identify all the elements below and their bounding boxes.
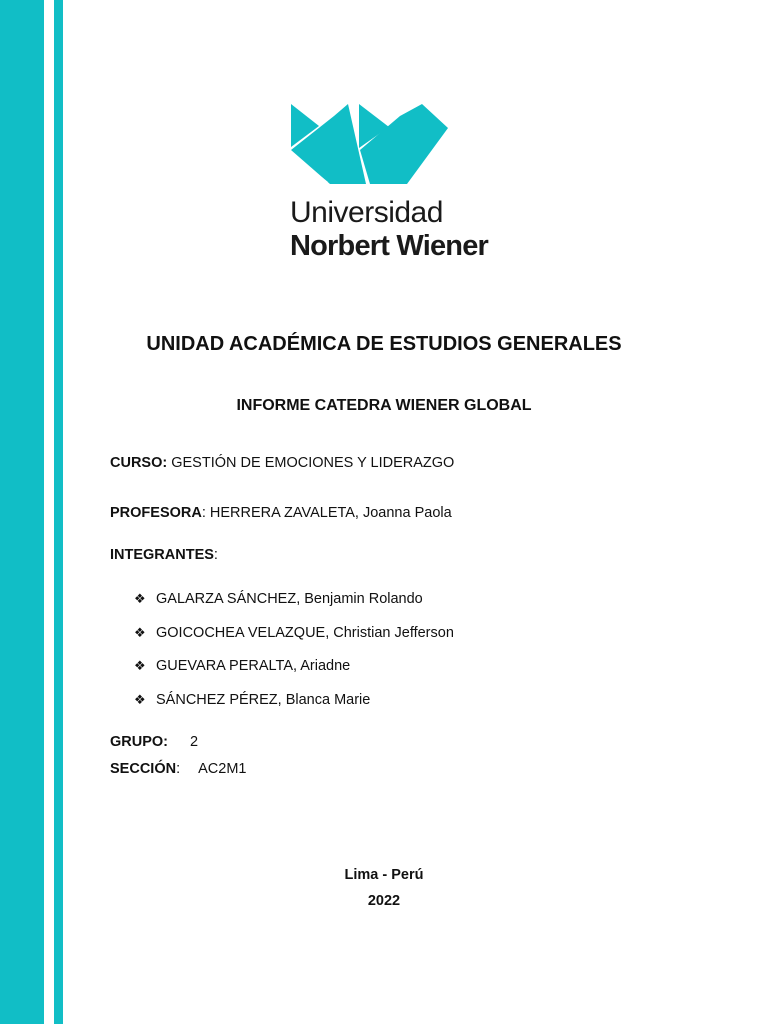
members-label: INTEGRANTES: [110, 547, 214, 563]
diamond-bullet-icon: ❖: [134, 691, 146, 707]
professor-label: PROFESORA: [110, 505, 202, 521]
list-item: [134, 657, 454, 691]
section-separator: :: [176, 761, 181, 777]
university-logo-text: [290, 198, 488, 261]
course-label: CURSO:: [110, 455, 168, 471]
diamond-bullet-icon: ❖: [134, 658, 146, 673]
university-w-logo-icon: [290, 104, 450, 184]
members-label-suffix: :: [213, 547, 218, 563]
list-item: [134, 691, 454, 725]
academic-unit-title-text: UNIDAD ACADÉMICA DE ESTUDIOS GENERALES: [146, 333, 622, 355]
list-item: [134, 624, 454, 658]
course-value: GESTIÓN DE EMOCIONES Y LIDERAZGO: [167, 455, 455, 471]
footer-year: 2022: [367, 893, 401, 909]
member-name: SÁNCHEZ PÉREZ, Blanca Marie: [156, 691, 371, 708]
report-title: INFORME CATEDRA WIENER GLOBAL: [236, 397, 532, 414]
member-name: GUEVARA PERALTA, Ariadne: [156, 658, 351, 674]
members-list: [134, 590, 454, 724]
list-item: [134, 590, 454, 624]
section-value: AC2M1: [198, 761, 247, 777]
section-label: SECCIÓN: [110, 761, 177, 777]
group-label: GRUPO:: [110, 734, 168, 750]
logo-line-universidad: Universidad: [290, 196, 443, 229]
members-heading: [110, 547, 218, 563]
member-name: GOICOCHEA VELAZQUE, Christian Jefferson: [156, 624, 454, 641]
group-value: 2: [190, 734, 199, 750]
diamond-bullet-icon: ❖: [134, 591, 146, 606]
group-field: [110, 734, 198, 750]
footer-place: Lima - Perú: [344, 867, 424, 883]
logo-line-norbert-wiener: Norbert Wiener: [290, 230, 489, 262]
diamond-bullet-icon: ❖: [134, 624, 146, 640]
professor-field: [110, 505, 452, 521]
course-field: [110, 455, 454, 471]
professor-value: : HERRERA ZAVALETA, Joanna Paola: [201, 505, 452, 521]
section-field: [110, 761, 246, 777]
member-name: GALARZA SÁNCHEZ, Benjamin Rolando: [156, 591, 423, 607]
academic-unit-title: [0, 333, 768, 356]
